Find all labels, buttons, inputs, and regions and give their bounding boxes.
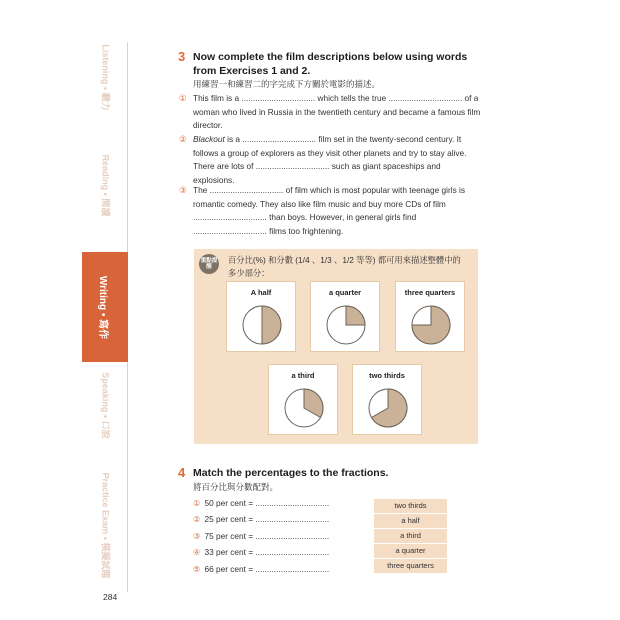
option-a-quarter[interactable]: a quarter — [374, 544, 447, 558]
pie-chart-quarter — [325, 304, 367, 346]
fraction-card-quarter — [310, 281, 380, 352]
exercise-3-title: Now complete the film descriptions below using words from Exercises 1 and 2. — [193, 51, 468, 77]
card-label: a quarter — [328, 288, 362, 297]
card-label: a third — [291, 371, 315, 380]
tip-badge: 重點提醒 — [199, 254, 219, 274]
exercise-3-item-3 — [179, 184, 483, 238]
option-two-thirds[interactable]: two thirds — [374, 499, 447, 513]
exercise-4-title: Match the percentages to the fractions. — [193, 467, 389, 479]
tip-text: 百分比(%) 和分數 (1/4 、1/3 、1/2 等等) 都可用來描述整體中的多少部分： — [228, 255, 461, 278]
item-text: The ................................ of film which is most popular with teenage girls is romantic comedy. They also like film music and buy more CDs of film ................................ than boys. However, in general girls find ................................ films too frightening. — [193, 185, 466, 236]
item-number: ③ — [179, 185, 187, 195]
side-tab-speaking[interactable]: Speaking • 口說 — [100, 371, 111, 439]
pie-chart-two-thirds — [367, 387, 409, 429]
pie-slice — [346, 306, 365, 325]
card-label: two thirds — [369, 371, 405, 380]
exercise-3-number: 3 — [178, 49, 186, 64]
card-label: three quarters — [404, 288, 456, 297]
item-number: ① — [179, 93, 187, 103]
pie-chart-three-quarters — [410, 304, 452, 346]
exercise-3-item-2 — [179, 133, 483, 187]
match-row: ② 25 per cent = ................................ — [193, 514, 330, 524]
option-a-third[interactable]: a third — [374, 529, 447, 543]
side-tab-writing[interactable]: Writing • 寫作 — [82, 252, 128, 362]
exercise-4-number: 4 — [178, 465, 186, 480]
card-label: A half — [250, 288, 272, 297]
fraction-card-third — [268, 364, 338, 435]
fraction-card-three-quarters — [395, 281, 465, 352]
option-a-half[interactable]: a half — [374, 514, 447, 528]
match-row: ③ 75 per cent = ................................ — [193, 531, 330, 541]
page-number: 284 — [103, 592, 118, 602]
item-text: is a ................................ film set in the twenty-second century. It follows a group of explorers as they visit other planets and try to stay alive. There are lots of ................................ such as giant spaceships and explosions. — [193, 134, 467, 185]
side-tab-practice-exam[interactable]: Practice Exam • 模擬試題 — [100, 472, 111, 578]
pie-chart-half — [241, 304, 283, 346]
match-row: ④ 33 per cent = ................................ — [193, 547, 330, 557]
match-row: ⑤ 66 per cent = ................................ — [193, 564, 330, 574]
option-three-quarters[interactable]: three quarters — [374, 559, 447, 573]
side-tab-listening[interactable]: Listening • 聽力 — [100, 43, 111, 111]
match-row: ① 50 per cent = ................................ — [193, 498, 330, 508]
item-text: This film is a ................................ which tells the true ................................ of a woman who lived in Russia in the twentieth century and became a famous film director. — [193, 93, 481, 131]
fraction-card-half — [226, 281, 296, 352]
side-tab-reading[interactable]: Reading • 閱讀 — [100, 154, 111, 216]
exercise-3-item-1 — [179, 92, 483, 133]
film-title: Blackout — [193, 134, 225, 144]
pie-chart-third — [283, 387, 325, 429]
pie-slice — [262, 306, 281, 344]
exercise-4-subtitle: 將百分比與分數配對。 — [193, 482, 279, 492]
exercise-3-subtitle: 用練習一和練習二的字完成下方關於電影的描述。 — [193, 79, 381, 89]
fraction-card-two-thirds — [352, 364, 422, 435]
item-number: ② — [179, 134, 187, 144]
